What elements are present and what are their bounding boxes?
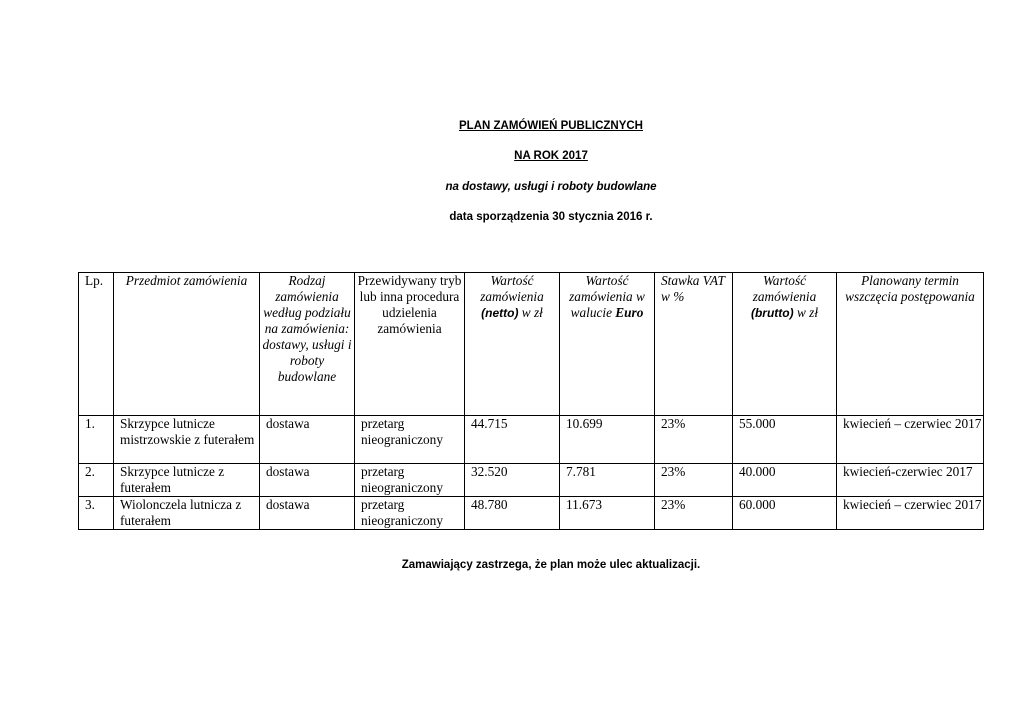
header-mode: Przewidywany tryb lub inna procedura udzielenia zamówienia [355, 273, 465, 416]
header-net-value: Wartość zamówienia (netto) w zł [465, 273, 560, 416]
cell-euro: 10.699 [560, 416, 655, 464]
cell-subject: Skrzypce lutnicze mistrzowskie z futerałem [114, 416, 260, 464]
header-subject: Przedmiot zamówienia [114, 273, 260, 416]
cell-net: 44.715 [465, 416, 560, 464]
cell-euro: 7.781 [560, 464, 655, 497]
table-header-row [79, 273, 984, 416]
cell-type: dostawa [260, 464, 355, 497]
cell-term: kwiecień – czerwiec 2017 [837, 416, 984, 464]
cell-type: dostawa [260, 416, 355, 464]
header-type: Rodzaj zamówienia według podziału na zamówienia: dostawy, usługi i roboty budowlane [260, 273, 355, 416]
cell-mode: przetarg nieograniczony [355, 416, 465, 464]
plan-subtitle: na dostawy, usługi i roboty budowlane [445, 181, 657, 193]
cell-subject: Wiolonczela lutnicza z futerałem [114, 497, 260, 530]
cell-gross: 40.000 [733, 464, 837, 497]
cell-mode: przetarg nieograniczony [355, 497, 465, 530]
header-term: Planowany termin wszczęcia postępowania [837, 273, 984, 416]
table-row [79, 497, 984, 530]
plan-year: NA ROK 2017 [514, 150, 588, 162]
cell-lp: 2. [79, 464, 114, 497]
cell-vat: 23% [655, 416, 733, 464]
cell-net: 48.780 [465, 497, 560, 530]
preparation-date: data sporządzenia 30 stycznia 2016 r. [449, 211, 653, 223]
table-row [79, 464, 984, 497]
header-lp: Lp. [79, 273, 114, 416]
table-row [79, 416, 984, 464]
cell-lp: 3. [79, 497, 114, 530]
header-euro-value: Wartość zamówienia w walucie Euro [560, 273, 655, 416]
cell-vat: 23% [655, 464, 733, 497]
cell-type: dostawa [260, 497, 355, 530]
header-gross-value: Wartość zamówienia (brutto) w zł [733, 273, 837, 416]
cell-euro: 11.673 [560, 497, 655, 530]
cell-mode: przetarg nieograniczony [355, 464, 465, 497]
cell-gross: 55.000 [733, 416, 837, 464]
cell-gross: 60.000 [733, 497, 837, 530]
plan-title: PLAN ZAMÓWIEŃ PUBLICZNYCH [459, 120, 643, 132]
cell-net: 32.520 [465, 464, 560, 497]
cell-vat: 23% [655, 497, 733, 530]
cell-term: kwiecień – czerwiec 2017 [837, 497, 984, 530]
cell-term: kwiecień-czerwiec 2017 [837, 464, 984, 497]
cell-subject: Skrzypce lutnicze z futerałem [114, 464, 260, 497]
update-disclaimer: Zamawiający zastrzega, że plan może ulec aktualizacji. [401, 559, 701, 571]
procurement-plan-table [78, 272, 984, 530]
header-vat: Stawka VAT w % [655, 273, 733, 416]
cell-lp: 1. [79, 416, 114, 464]
